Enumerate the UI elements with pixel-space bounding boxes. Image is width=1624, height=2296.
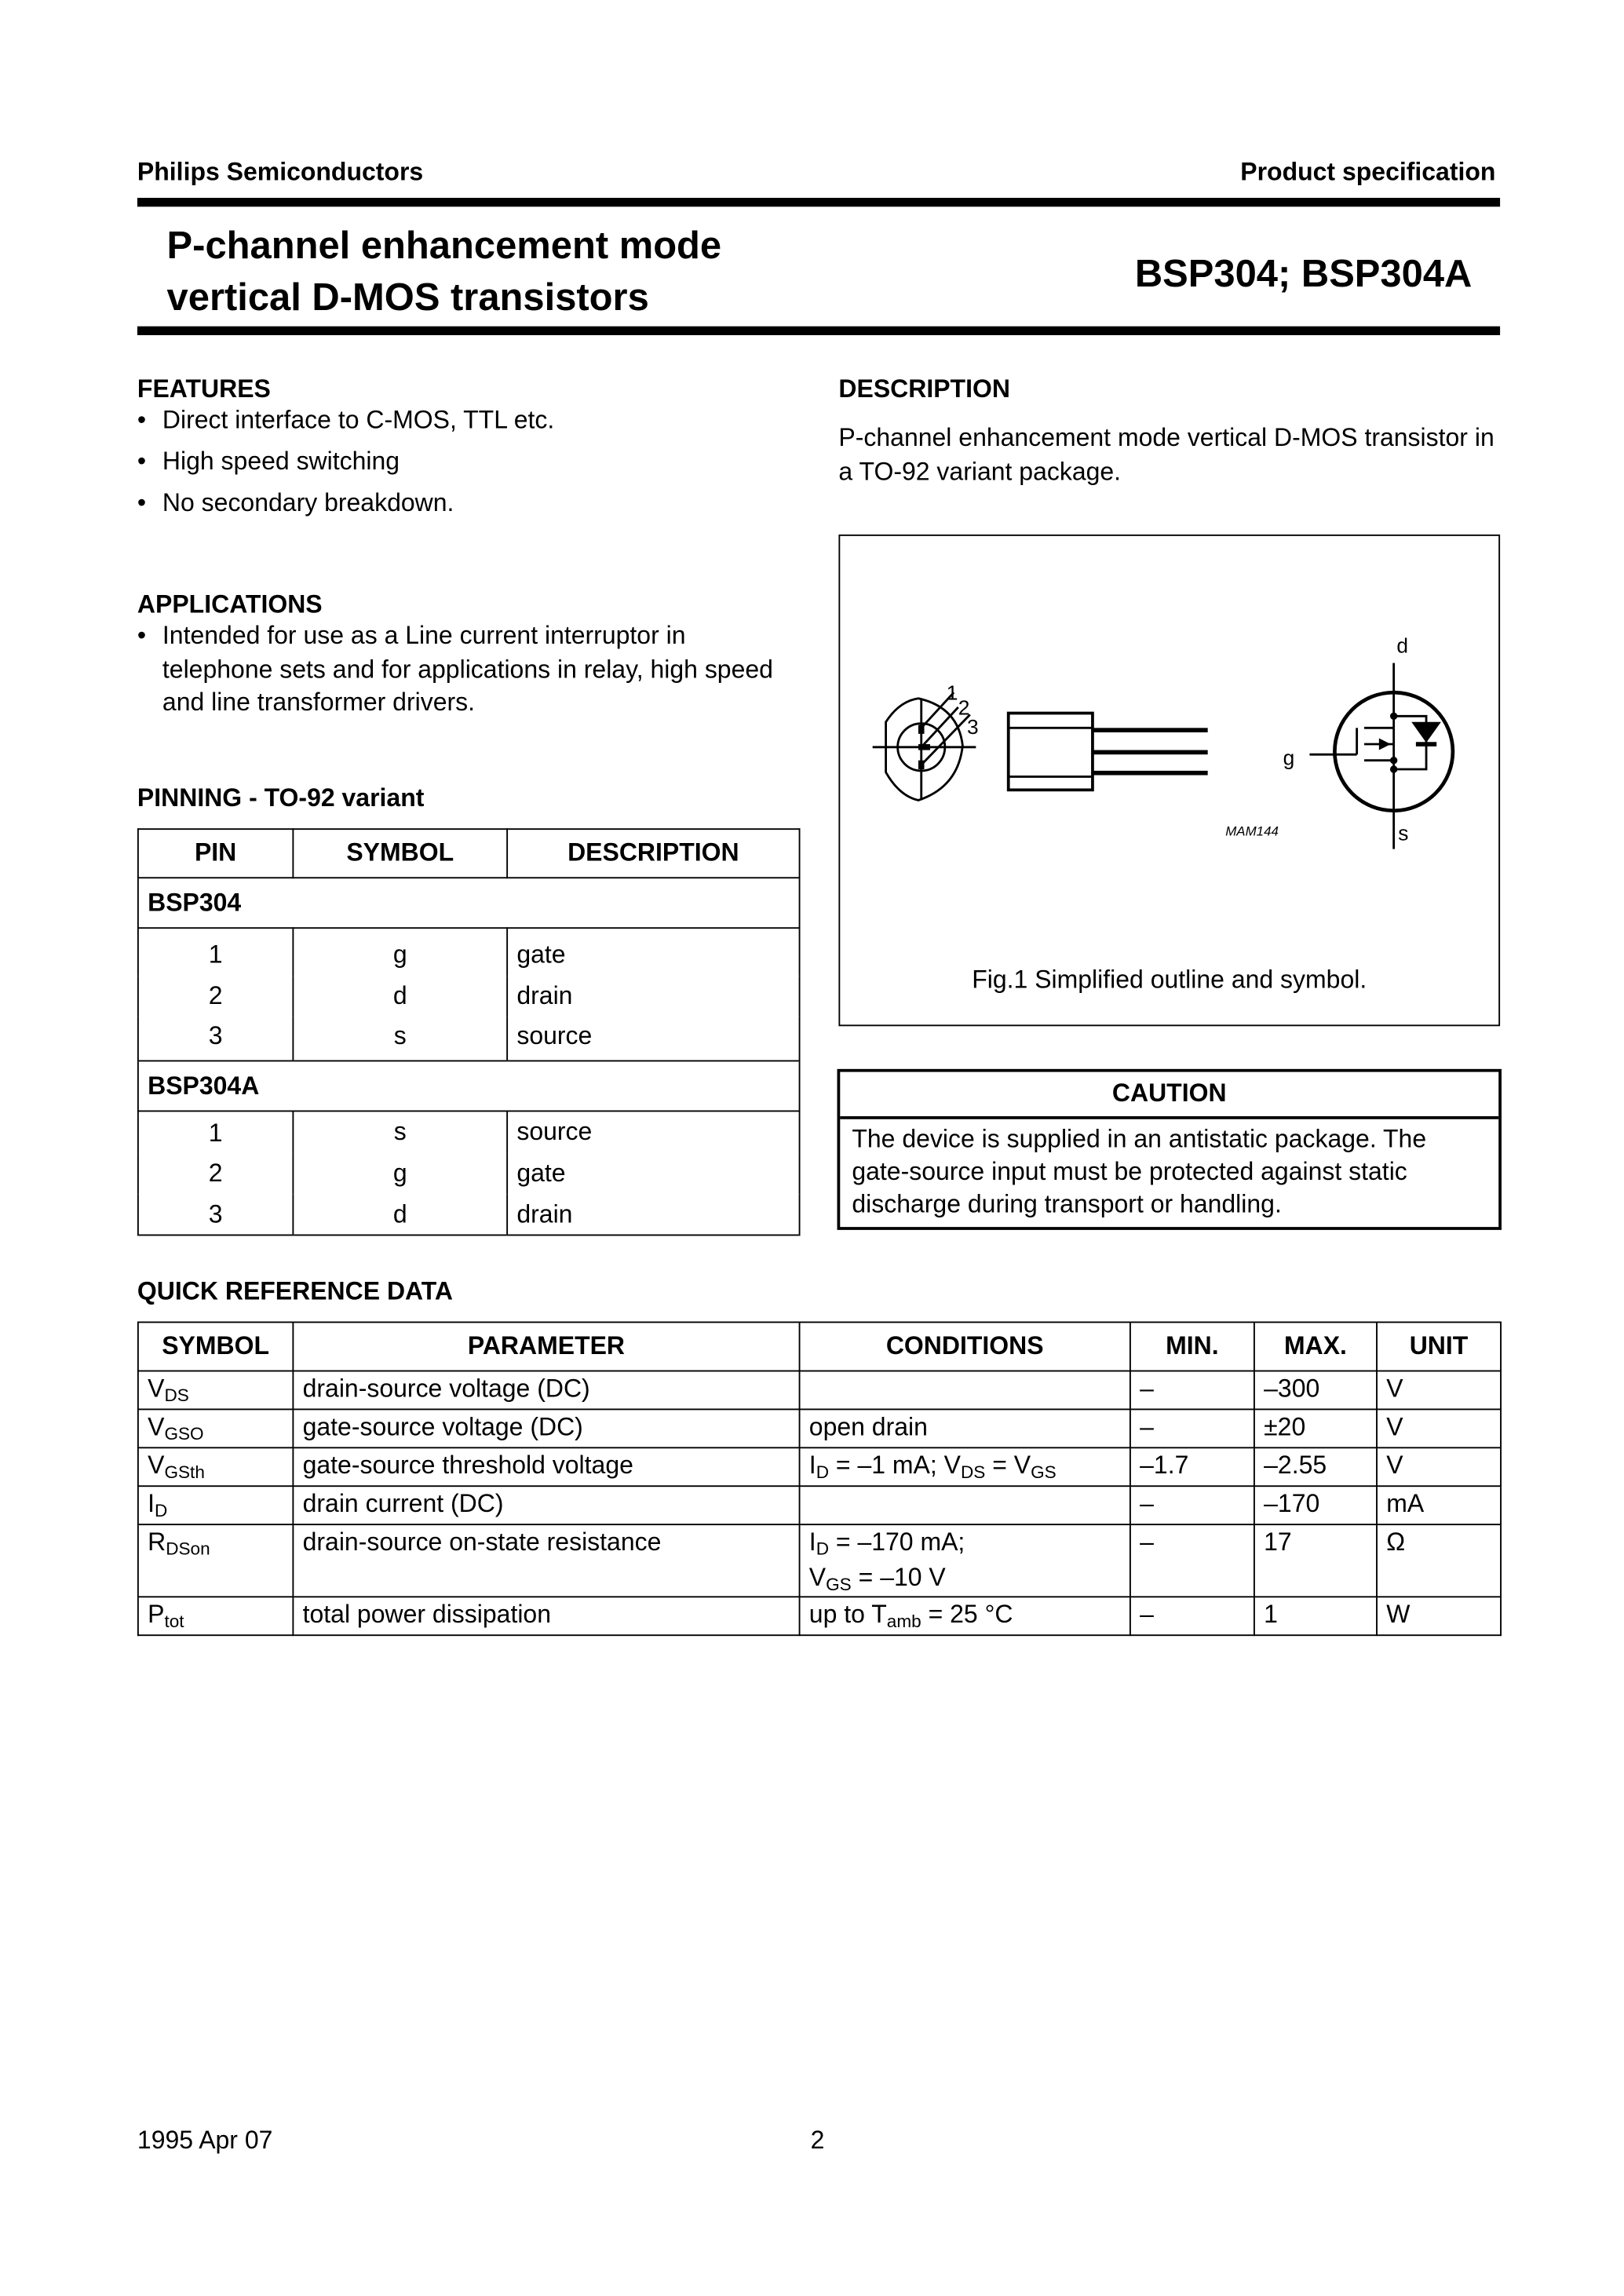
cell-cond: $I_D = -170$ mA; $V_{GS} = -10$ V — [800, 1524, 1130, 1597]
pin: 2 — [138, 975, 294, 1016]
symbol: d — [293, 1194, 507, 1236]
cell-unit: mA — [1377, 1486, 1501, 1524]
symbol-subscript: DS — [164, 1385, 189, 1406]
description: gate — [507, 928, 799, 975]
symbol-subscript: GSth — [164, 1462, 205, 1483]
figure-caption: Fig.1 Simplified outline and symbol. — [972, 965, 1367, 994]
description: gate — [507, 1153, 799, 1194]
caution-text: The device is supplied in an antistatic package. The gate-source input must be protected against static discharge during transport or handling. — [852, 1125, 1427, 1218]
cell-param: total power dissipation — [293, 1597, 799, 1635]
pin: 2 — [138, 1153, 294, 1194]
features-list — [137, 403, 801, 527]
description-heading: DESCRIPTION — [838, 374, 1010, 403]
cell-min: – — [1130, 1486, 1254, 1524]
pin: 1 — [138, 1111, 294, 1154]
pin-label: 3 — [967, 714, 979, 739]
cell-sym — [138, 1371, 294, 1410]
pin: 1 — [138, 928, 294, 975]
table-row — [138, 1111, 800, 1154]
title-rule — [137, 327, 1500, 335]
table-row — [138, 1016, 800, 1060]
col-header: PIN — [138, 829, 294, 878]
symbol: g — [293, 928, 507, 975]
cell-max: –300 — [1254, 1371, 1377, 1410]
symbol: d — [293, 975, 507, 1016]
cell-max: 17 — [1254, 1524, 1377, 1597]
title-line2: vertical D-MOS transistors — [166, 274, 649, 319]
list-item: • High speed switching — [137, 444, 801, 478]
col-header: SYMBOL — [138, 1322, 294, 1371]
table-row — [138, 1153, 800, 1194]
col-header: MIN. — [1130, 1322, 1254, 1371]
cell-max: 1 — [1254, 1597, 1377, 1635]
page-number: 2 — [810, 2126, 825, 2155]
cell-cond: up to $T_{amb} = 25$ °C — [800, 1597, 1130, 1635]
table-row — [138, 1371, 1501, 1410]
title-line1: P-channel enhancement mode — [166, 223, 722, 268]
cell-unit: V — [1377, 1371, 1501, 1410]
description: source — [507, 1111, 799, 1154]
cell-sym — [138, 1447, 294, 1486]
features-heading: FEATURES — [137, 374, 271, 403]
figure-code: MAM144 — [1225, 823, 1279, 839]
cell-param: gate-source voltage (DC) — [293, 1409, 799, 1447]
cell-cond: $I_D = -1$ mA; $V_{DS} = V_{GS}$ — [800, 1447, 1130, 1486]
pin: 3 — [138, 1194, 294, 1236]
table-row — [138, 1486, 1501, 1524]
cell-cond — [800, 1486, 1130, 1524]
cell-unit: V — [1377, 1447, 1501, 1486]
symbol: s — [293, 1016, 507, 1060]
cell-max: ±20 — [1254, 1409, 1377, 1447]
table-row — [138, 975, 800, 1016]
symbol: V — [148, 1413, 165, 1441]
col-header: CONDITIONS — [800, 1322, 1130, 1371]
symbol: I — [148, 1489, 155, 1518]
pinning-table — [137, 828, 801, 1236]
table-row — [138, 1194, 800, 1236]
col-header: DESCRIPTION — [507, 829, 799, 878]
doc-type: Product specification — [1240, 158, 1496, 187]
cell-unit: V — [1377, 1409, 1501, 1447]
symbol: g — [293, 1153, 507, 1194]
pin: 3 — [138, 1016, 294, 1060]
pinning-heading: PINNING - TO-92 variant — [137, 783, 425, 812]
figure-box — [838, 535, 1500, 1026]
table-row — [138, 1524, 1501, 1597]
symbol-subscript: GSO — [164, 1423, 204, 1444]
col-header: SYMBOL — [293, 829, 507, 878]
col-header: UNIT — [1377, 1322, 1501, 1371]
cell-min: – — [1130, 1409, 1254, 1447]
symbol: V — [148, 1374, 165, 1403]
applications-heading: APPLICATIONS — [137, 590, 323, 619]
cell-max: –2.55 — [1254, 1447, 1377, 1486]
symbol: P — [148, 1601, 165, 1629]
cell-sym — [138, 1486, 294, 1524]
table-row — [138, 1597, 1501, 1635]
pin-label: 2 — [958, 695, 970, 720]
cell-cond: open drain — [800, 1409, 1130, 1447]
company-name: Philips Semiconductors — [137, 158, 424, 187]
pin-label: 1 — [946, 681, 958, 705]
source-label: s — [1398, 821, 1409, 845]
cell-param: drain-source on-state resistance — [293, 1524, 799, 1597]
symbol: s — [293, 1111, 507, 1154]
description: drain — [507, 1194, 799, 1236]
cell-unit: Ω — [1377, 1524, 1501, 1597]
cell-min: – — [1130, 1524, 1254, 1597]
drain-label: d — [1396, 633, 1409, 658]
gate-label: g — [1283, 746, 1295, 770]
table-row — [138, 1409, 1501, 1447]
caution-box — [838, 1069, 1502, 1230]
cell-max: –170 — [1254, 1486, 1377, 1524]
part-number: BSP304; BSP304A — [1134, 250, 1473, 296]
symbol: V — [148, 1451, 165, 1480]
table-row — [138, 928, 800, 975]
symbol-subscript: D — [155, 1500, 168, 1521]
group-name: BSP304A — [138, 1060, 800, 1111]
col-header: PARAMETER — [293, 1322, 799, 1371]
description: source — [507, 1016, 799, 1060]
cell-unit: W — [1377, 1597, 1501, 1635]
cell-min: – — [1130, 1597, 1254, 1635]
cell-sym — [138, 1597, 294, 1635]
cell-param: drain current (DC) — [293, 1486, 799, 1524]
caution-heading: CAUTION — [840, 1072, 1498, 1119]
cell-sym — [138, 1524, 294, 1597]
symbol-subscript: DSon — [166, 1539, 210, 1560]
cell-min: – — [1130, 1371, 1254, 1410]
outline-and-symbol-diagram — [840, 536, 1498, 1025]
symbol: R — [148, 1528, 166, 1557]
list-item: • Intended for use as a Line current interruptor in telephone sets and for applications in relay, high speed and line transformer drivers. — [137, 620, 801, 720]
applications-list — [137, 620, 801, 727]
description-text: P-channel enhancement mode vertical D-MOS transistor in a TO-92 variant package. — [838, 423, 1494, 485]
quick-reference-table — [137, 1321, 1502, 1636]
list-item: • No secondary breakdown. — [137, 486, 801, 520]
qrd-heading: QUICK REFERENCE DATA — [137, 1277, 454, 1305]
description: drain — [507, 975, 799, 1016]
group-name: BSP304 — [138, 878, 800, 928]
cell-param: drain-source voltage (DC) — [293, 1371, 799, 1410]
table-row — [138, 1447, 1501, 1486]
list-item: • Direct interface to C-MOS, TTL etc. — [137, 403, 801, 437]
header-rule — [137, 198, 1500, 206]
col-header: MAX. — [1254, 1322, 1377, 1371]
cell-sym — [138, 1409, 294, 1447]
cell-cond — [800, 1371, 1130, 1410]
cell-param: gate-source threshold voltage — [293, 1447, 799, 1486]
cell-min: –1.7 — [1130, 1447, 1254, 1486]
symbol-subscript: tot — [164, 1611, 184, 1632]
footer-date: 1995 Apr 07 — [137, 2126, 273, 2155]
